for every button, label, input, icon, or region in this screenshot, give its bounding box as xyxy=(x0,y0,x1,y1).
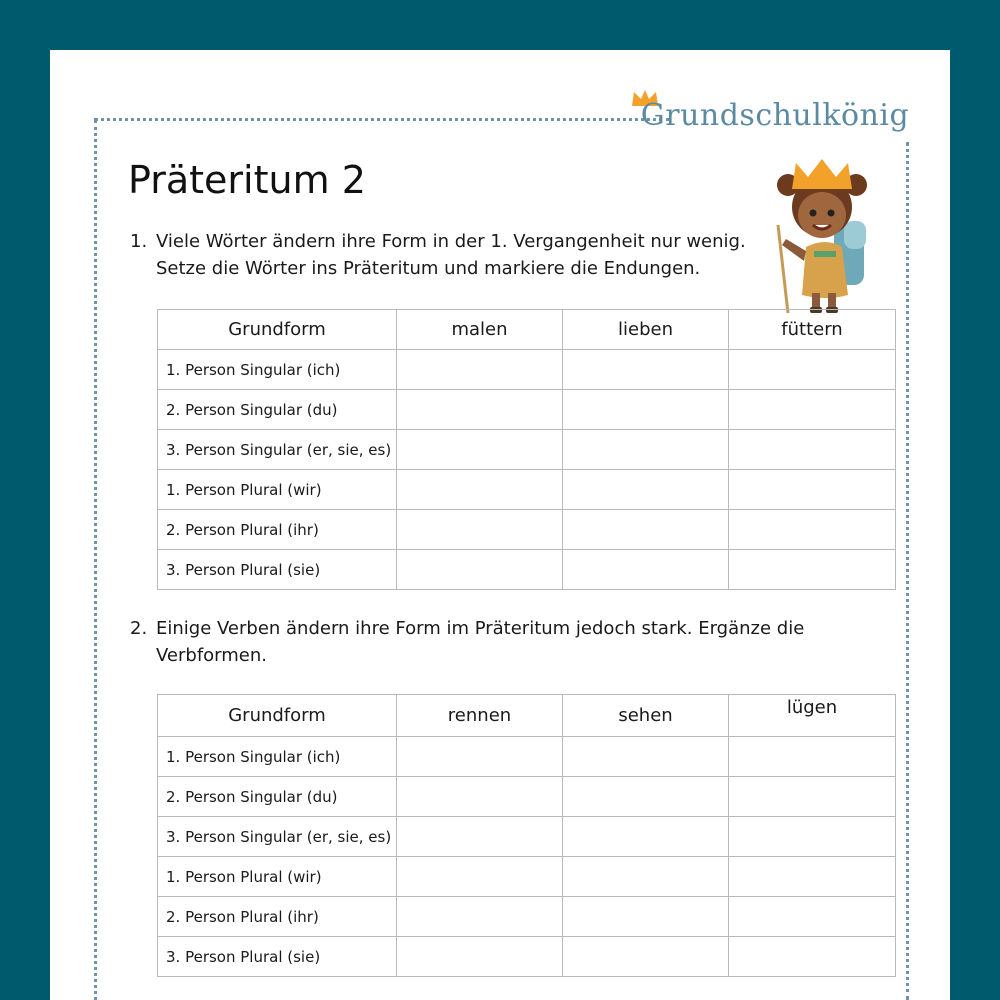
answer-cell[interactable] xyxy=(729,737,896,777)
answer-cell[interactable] xyxy=(563,937,729,977)
task-2-number: 2. xyxy=(130,618,148,639)
table-row xyxy=(158,550,896,590)
table-row xyxy=(158,817,896,857)
dotted-border-right xyxy=(906,142,909,1000)
answer-cell[interactable] xyxy=(563,857,729,897)
answer-cell[interactable] xyxy=(563,550,729,590)
answer-cell[interactable] xyxy=(729,550,896,590)
task-1-number: 1. xyxy=(130,231,148,252)
answer-cell[interactable] xyxy=(397,550,563,590)
table-2-header-verb-1: rennen xyxy=(397,695,563,737)
answer-cell[interactable] xyxy=(563,350,729,390)
row-label: 3. Person Plural (sie) xyxy=(158,550,397,590)
table-2-header-verb-3: lügen xyxy=(729,695,896,737)
answer-cell[interactable] xyxy=(729,937,896,977)
brand-name: Grundschulkönig xyxy=(640,98,910,133)
table-row xyxy=(158,510,896,550)
row-label: 2. Person Plural (ihr) xyxy=(158,510,397,550)
table-2-header-grundform: Grundform xyxy=(158,695,397,737)
table-row xyxy=(158,857,896,897)
row-label: 3. Person Singular (er, sie, es) xyxy=(158,430,397,470)
task-2-line-1: Einige Verben ändern ihre Form im Präteritum jedoch stark. Ergänze die xyxy=(156,618,805,639)
table-row xyxy=(158,350,896,390)
answer-cell[interactable] xyxy=(397,897,563,937)
answer-cell[interactable] xyxy=(563,777,729,817)
table-row xyxy=(158,737,896,777)
answer-cell[interactable] xyxy=(729,897,896,937)
answer-cell[interactable] xyxy=(397,937,563,977)
table-1-header-verb-2: lieben xyxy=(563,310,729,350)
row-label: 1. Person Plural (wir) xyxy=(158,470,397,510)
table-2-header-row xyxy=(158,695,896,737)
table-1-header-row xyxy=(158,310,896,350)
answer-cell[interactable] xyxy=(563,390,729,430)
answer-cell[interactable] xyxy=(729,470,896,510)
table-row xyxy=(158,470,896,510)
answer-cell[interactable] xyxy=(397,737,563,777)
table-row xyxy=(158,777,896,817)
task-1-line-1: Viele Wörter ändern ihre Form in der 1. Vergangenheit nur wenig. xyxy=(156,231,746,252)
row-label: 3. Person Plural (sie) xyxy=(158,937,397,977)
answer-cell[interactable] xyxy=(729,390,896,430)
answer-cell[interactable] xyxy=(397,390,563,430)
table-2-header-verb-2: sehen xyxy=(563,695,729,737)
answer-cell[interactable] xyxy=(397,430,563,470)
answer-cell[interactable] xyxy=(563,737,729,777)
table-row xyxy=(158,897,896,937)
answer-cell[interactable] xyxy=(397,350,563,390)
answer-cell[interactable] xyxy=(729,430,896,470)
answer-cell[interactable] xyxy=(397,857,563,897)
row-label: 2. Person Singular (du) xyxy=(158,777,397,817)
task-2-line-2: Verbformen. xyxy=(156,645,267,666)
answer-cell[interactable] xyxy=(729,777,896,817)
conjugation-table-1 xyxy=(157,309,896,590)
answer-cell[interactable] xyxy=(397,777,563,817)
table-row xyxy=(158,430,896,470)
brand-logo xyxy=(630,98,920,142)
table-1-header-grundform: Grundform xyxy=(158,310,397,350)
answer-cell[interactable] xyxy=(397,470,563,510)
answer-cell[interactable] xyxy=(563,897,729,937)
answer-cell[interactable] xyxy=(397,510,563,550)
worksheet-title: Präteritum 2 xyxy=(128,158,366,202)
table-1-header-verb-1: malen xyxy=(397,310,563,350)
row-label: 2. Person Plural (ihr) xyxy=(158,897,397,937)
row-label: 3. Person Singular (er, sie, es) xyxy=(158,817,397,857)
answer-cell[interactable] xyxy=(563,817,729,857)
worksheet-page xyxy=(50,50,950,1000)
row-label: 1. Person Plural (wir) xyxy=(158,857,397,897)
answer-cell[interactable] xyxy=(729,857,896,897)
answer-cell[interactable] xyxy=(563,430,729,470)
conjugation-table-2 xyxy=(157,694,896,977)
task-1-line-2: Setze die Wörter ins Präteritum und markiere die Endungen. xyxy=(156,258,701,279)
answer-cell[interactable] xyxy=(563,470,729,510)
table-1-header-verb-3: füttern xyxy=(729,310,896,350)
row-label: 2. Person Singular (du) xyxy=(158,390,397,430)
table-row xyxy=(158,390,896,430)
dotted-border-left xyxy=(94,120,97,1000)
table-row xyxy=(158,937,896,977)
answer-cell[interactable] xyxy=(563,510,729,550)
answer-cell[interactable] xyxy=(729,510,896,550)
answer-cell[interactable] xyxy=(397,817,563,857)
answer-cell[interactable] xyxy=(729,350,896,390)
dotted-border-top xyxy=(94,118,670,121)
row-label: 1. Person Singular (ich) xyxy=(158,737,397,777)
answer-cell[interactable] xyxy=(729,817,896,857)
row-label: 1. Person Singular (ich) xyxy=(158,350,397,390)
